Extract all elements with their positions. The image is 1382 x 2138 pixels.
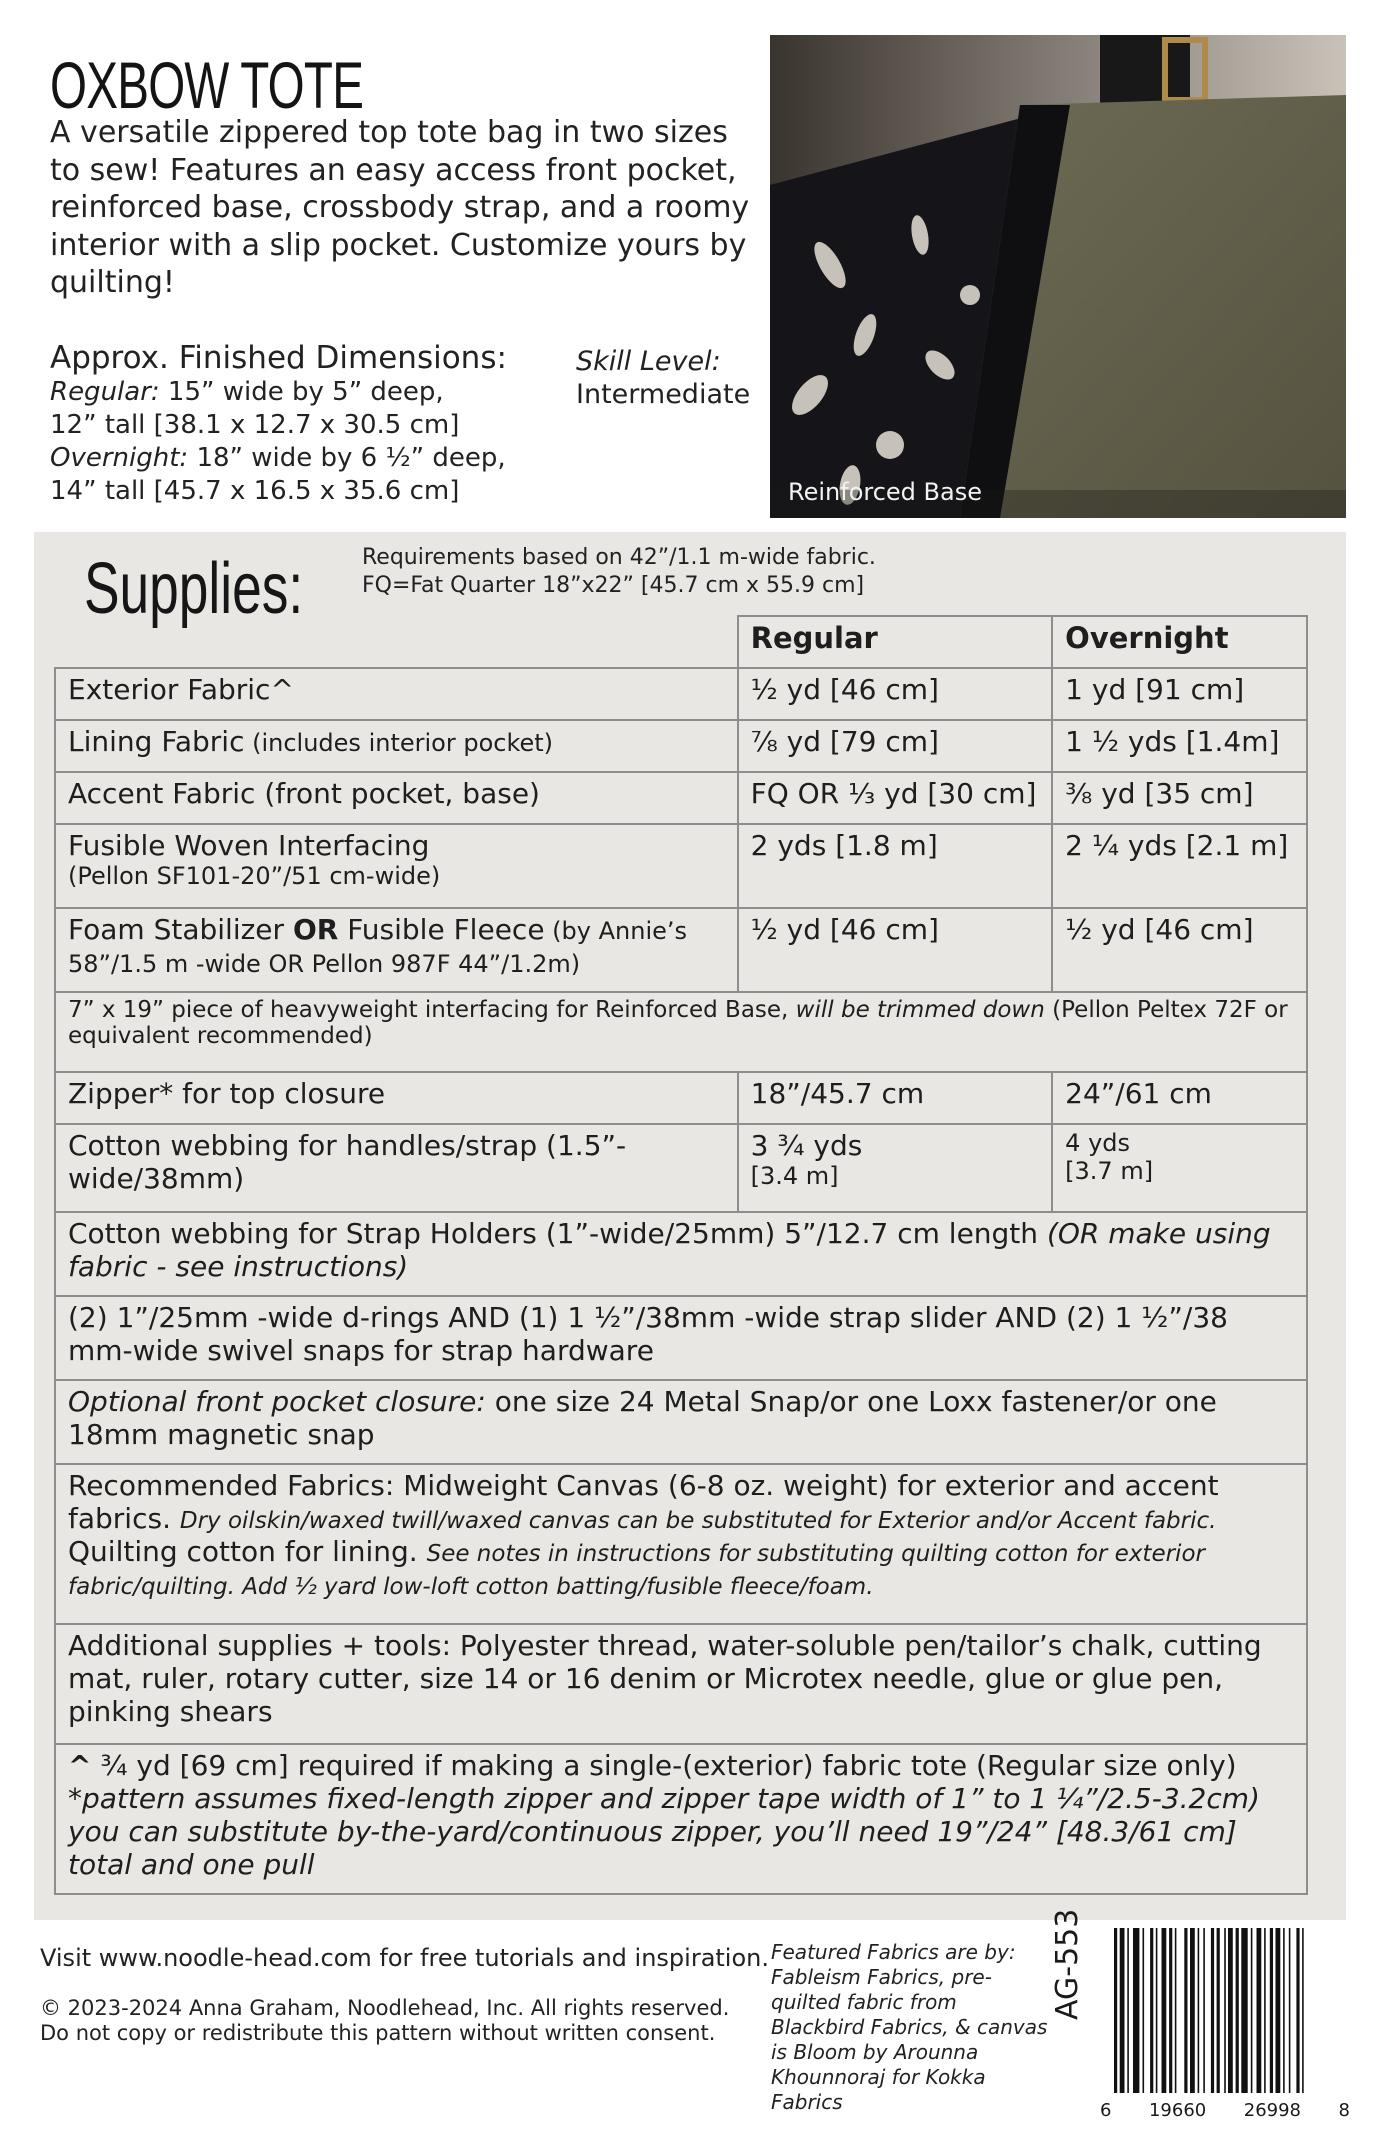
table-header-row — [55, 616, 1307, 668]
webbing-overnight — [1052, 1124, 1307, 1212]
table-row — [55, 1744, 1307, 1894]
barcode-bar — [1127, 1928, 1129, 2093]
barcode-bar — [1276, 1928, 1281, 2093]
skill-label: Skill Level: — [576, 346, 721, 377]
footnote-text: ¾ yd [69 cm] required if making a single-(exterior) fabric tote (Regular size only) — [91, 1749, 1237, 1782]
recommended-italic-a: Dry oilskin/waxed twill/waxed canvas can be substituted for Exterior and/or Accent fabric. — [179, 1508, 1217, 1534]
overnight-label: Overnight: — [50, 443, 189, 473]
foam-overnight: ½ yd [46 cm] — [1052, 908, 1307, 992]
requirements-note-line-1: Requirements based on 42”/1.1 m-wide fabric. — [362, 545, 876, 570]
featured-fabrics: Featured Fabrics are by: Fableism Fabrics, pre-quilted fabric from Blackbird Fabrics, & canvas is Bloom by Arounna Khounnoraj for Kokka Fabrics — [771, 1940, 1048, 2114]
dimensions-overnight-cont: 14” tall [45.7 x 16.5 x 35.6 cm] — [50, 476, 460, 506]
barcode-bar — [1114, 1928, 1117, 2093]
table-row — [55, 824, 1307, 908]
barcode-bar — [1184, 1928, 1187, 2093]
hardware-cell: (2) 1”/25mm -wide d-rings AND (1) 1 ½”/38mm -wide strap slider AND (2) 1 ½”/38 mm-wide swivel snaps for strap hardware — [55, 1296, 1307, 1380]
barcode-bar — [1133, 1928, 1139, 2093]
zipper-name: Zipper* for top closure — [55, 1072, 738, 1124]
barcode-bar — [1175, 1928, 1177, 2093]
barcode-digit-group: 19660 — [1148, 2100, 1207, 2121]
barcode-bar — [1150, 1928, 1153, 2093]
footnote-cell — [55, 1744, 1307, 1894]
page-title: OXBOW TOTE — [50, 48, 364, 122]
requirements-note — [362, 544, 876, 600]
col-overnight: Overnight — [1052, 616, 1307, 668]
barcode-bar — [1169, 1928, 1172, 2093]
webbing-regular — [738, 1124, 1053, 1212]
table-row — [55, 1380, 1307, 1464]
requirements-note-line-2: FQ=Fat Quarter 18”x22” [45.7 cm x 55.9 cm] — [362, 573, 865, 598]
footnote-caret: ^ — [68, 1749, 92, 1782]
supplies-panel — [34, 532, 1346, 1920]
webbing-regular-m: [3.4 m] — [750, 1162, 839, 1190]
foam-name-a: Foam Stabilizer — [68, 913, 293, 946]
webbing-regular-yds: 3 ¾ yds — [750, 1129, 863, 1162]
foam-name-or: OR — [292, 913, 339, 946]
table-row — [55, 908, 1307, 992]
closure-italic: Optional front pocket closure: — [68, 1385, 486, 1418]
barcode-bar — [1228, 1928, 1233, 2093]
copyright-line: © 2023-2024 Anna Graham, Noodlehead, Inc. All rights reserved. — [40, 1996, 730, 2020]
accent-name: Accent Fabric (front pocket, base) — [55, 772, 738, 824]
table-row — [55, 772, 1307, 824]
finished-dimensions — [50, 340, 570, 508]
product-description: A versatile zippered top tote bag in two sizes to sew! Features an easy access front pocket, reinforced base, crossbody strap, and a roomy interior with a slip pocket. Customize yours by quilting! — [50, 115, 750, 300]
additional-cell: Additional supplies + tools: Polyester thread, water-soluble pen/tailor’s chalk, cutting mat, ruler, rotary cutter, size 14 or 16 denim or Microtex needle, glue or glue pen, pinking shears — [55, 1624, 1307, 1744]
interfacing-overnight: 2 ¼ yds [2.1 m] — [1052, 824, 1307, 908]
interfacing-name: Fusible Woven Interfacing — [68, 829, 430, 862]
strap-holders-cell — [55, 1212, 1307, 1296]
table-row — [55, 1624, 1307, 1744]
barcode-bar — [1270, 1928, 1273, 2093]
barcode-bar — [1302, 1928, 1304, 2093]
foam-cell — [55, 908, 738, 992]
supplies-heading: Supplies: — [84, 549, 304, 629]
photo-caption: Reinforced Base — [788, 478, 982, 506]
barcode-number — [1100, 2100, 1350, 2121]
heavyweight-text-a: 7” x 19” piece of heavyweight interfacing for Reinforced Base, — [68, 997, 796, 1023]
lining-overnight: 1 ½ yds [1.4m] — [1052, 720, 1307, 772]
lining-name: Lining Fabric — [68, 725, 245, 758]
barcode-bar — [1241, 1928, 1247, 2093]
recommended-italic-b: See notes in instructions for substituting quilting cotton for exterior fabric/quilting. Add ½ yard low-loft cotton batting/fusible fleece/foam. — [68, 1541, 1205, 1600]
exterior-regular: ½ yd [46 cm] — [738, 668, 1053, 720]
barcode-bar — [1203, 1928, 1205, 2093]
webbing-name: Cotton webbing for handles/strap (1.5”-wide/38mm) — [55, 1124, 738, 1212]
barcode-digit-group: 26998 — [1243, 2100, 1302, 2121]
barcode-bar — [1224, 1928, 1226, 2093]
heavyweight-italic: will be trimmed down — [795, 997, 1045, 1023]
barcode-bar — [1211, 1928, 1214, 2093]
table-row — [55, 1296, 1307, 1380]
lining-cell — [55, 720, 738, 772]
barcode-bar — [1162, 1928, 1167, 2093]
accent-regular: FQ OR ⅓ yd [30 cm] — [738, 772, 1053, 824]
foam-regular: ½ yd [46 cm] — [738, 908, 1053, 992]
barcode-bar — [1156, 1928, 1158, 2093]
exterior-overnight: 1 yd [91 cm] — [1052, 668, 1307, 720]
table-row — [55, 1212, 1307, 1296]
barcode-bar — [1264, 1928, 1266, 2093]
overnight-value: 18” wide by 6 ½” deep, — [188, 443, 506, 473]
zipper-regular: 18”/45.7 cm — [738, 1072, 1053, 1124]
heavyweight-text-b: (Pellon Peltex 72F or equivalent recommended) — [68, 997, 1288, 1049]
table-row — [55, 720, 1307, 772]
lining-regular: ⅞ yd [79 cm] — [738, 720, 1053, 772]
table-row — [55, 1464, 1307, 1624]
table-row — [55, 1072, 1307, 1124]
table-header-blank — [55, 616, 738, 668]
interfacing-regular: 2 yds [1.8 m] — [738, 824, 1053, 908]
barcode-bar — [1217, 1928, 1220, 2093]
product-photo — [770, 35, 1346, 518]
zipper-overnight: 24”/61 cm — [1052, 1072, 1307, 1124]
interfacing-cell — [55, 824, 738, 908]
skill-level — [576, 345, 750, 411]
barcode-bars — [1110, 1928, 1346, 2098]
interfacing-detail: (Pellon SF101-20”/51 cm-wide) — [68, 862, 441, 890]
tote-bag-illustration — [770, 35, 1346, 518]
barcode-bar — [1296, 1928, 1299, 2093]
barcode-bar — [1289, 1928, 1291, 2093]
barcode-bar — [1198, 1928, 1200, 2093]
barcode-digit-group: 8 — [1338, 2100, 1350, 2121]
lining-detail: (includes interior pocket) — [244, 729, 554, 757]
closure-text: one size 24 Metal Snap/or one Loxx fastener/or one 18mm magnetic snap — [68, 1385, 1217, 1451]
recommended-text-b: Quilting cotton for lining. — [68, 1535, 427, 1568]
barcode-bar — [1120, 1928, 1125, 2093]
copyright — [40, 1996, 729, 2046]
barcode-bar — [1283, 1928, 1285, 2093]
regular-value: 15” wide by 5” deep, — [159, 377, 444, 407]
website-link[interactable]: Visit www.noodle-head.com for free tutorials and inspiration. — [40, 1944, 769, 1972]
webbing-overnight-yds: 4 yds — [1065, 1129, 1131, 1157]
foam-detail: (by Annie’s 58”/1.5 m -wide OR Pellon 987F 44”/1.2m) — [68, 917, 688, 978]
exterior-name: Exterior Fabric^ — [55, 668, 738, 720]
barcode-bar — [1251, 1928, 1253, 2093]
dimensions-regular — [50, 376, 570, 409]
barcode-bar — [1236, 1928, 1239, 2093]
recommended-cell — [55, 1464, 1307, 1624]
recommended-text-a: Recommended Fabrics: Midweight Canvas (6-8 oz. weight) for exterior and accent fabrics. — [68, 1469, 1219, 1535]
barcode-digit-group: 6 — [1100, 2100, 1112, 2121]
foam-name-b: Fusible Fleece — [338, 913, 545, 946]
footnote-italic: *pattern assumes fixed-length zipper and zipper tape width of 1” to 1 ¼”/2.5-3.2cm) you can substitute by-the-yard/continuous zipper, you’ll need 19”/24” [48.3/61 cm] total and one pull — [68, 1782, 1260, 1881]
table-row — [55, 1124, 1307, 1212]
col-regular: Regular — [738, 616, 1053, 668]
strap-holders-text: Cotton webbing for Strap Holders (1”-wide/25mm) 5”/12.7 cm length — [68, 1217, 1047, 1250]
barcode-bar — [1143, 1928, 1145, 2093]
regular-label: Regular: — [50, 377, 160, 407]
barcode — [1110, 1928, 1346, 2098]
copyright-notice: Do not copy or redistribute this pattern without written consent. — [40, 2021, 716, 2045]
table-row — [55, 992, 1307, 1072]
strap-holders-italic: (OR make using fabric - see instructions) — [68, 1217, 1271, 1283]
dimensions-regular-cont: 12” tall [38.1 x 12.7 x 30.5 cm] — [50, 410, 460, 440]
barcode-bar — [1190, 1928, 1195, 2093]
skill-value: Intermediate — [576, 379, 751, 410]
dimensions-heading: Approx. Finished Dimensions: — [50, 340, 507, 376]
barcode-bar — [1257, 1928, 1262, 2093]
dimensions-overnight — [50, 442, 570, 475]
sku-code: AG-553 — [1050, 1908, 1085, 2020]
heavyweight-cell — [55, 992, 1307, 1072]
supplies-table — [54, 615, 1308, 1895]
table-row — [55, 668, 1307, 720]
webbing-overnight-m: [3.7 m] — [1065, 1157, 1154, 1185]
accent-overnight: ⅜ yd [35 cm] — [1052, 772, 1307, 824]
closure-cell — [55, 1380, 1307, 1464]
